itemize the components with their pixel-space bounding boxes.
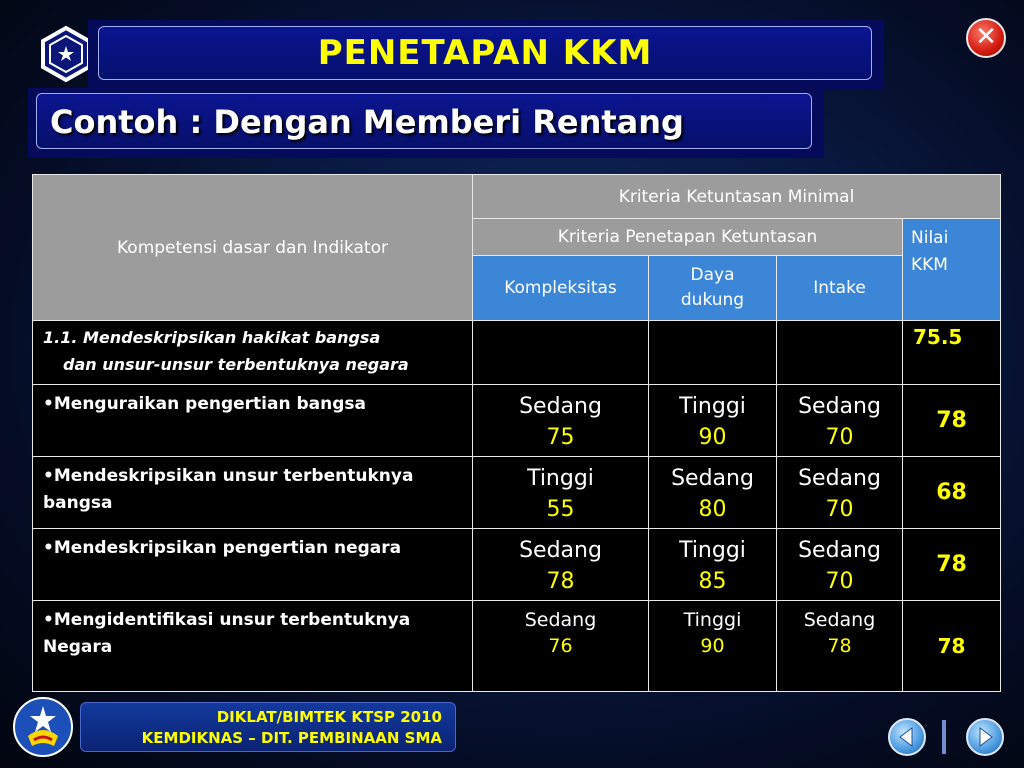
level-label: Sedang — [524, 609, 597, 631]
next-button[interactable] — [966, 718, 1004, 756]
level-label: Tinggi — [679, 538, 746, 563]
kompleksitas-cell — [473, 385, 649, 457]
kd-kompleksitas — [473, 321, 649, 385]
previous-button[interactable] — [888, 718, 926, 756]
score-value: 90 — [700, 635, 725, 657]
level-label: Tinggi — [683, 609, 742, 631]
level-label: Sedang — [798, 466, 881, 491]
kd-intake — [777, 321, 903, 385]
score-value: 80 — [698, 497, 727, 522]
level-label: Sedang — [519, 538, 602, 563]
indikator-cell: •Mendeskripsikan pengertian negara — [33, 529, 473, 601]
header-daya-dukung — [649, 256, 777, 321]
level-label: Tinggi — [527, 466, 594, 491]
kd-nilai: 75.5 — [903, 321, 1001, 385]
header-kompetensi: Kompetensi dasar dan Indikator — [33, 175, 473, 321]
header-kkm-group: Kriteria Ketuntasan Minimal — [473, 175, 1001, 219]
daya-dukung-cell — [649, 529, 777, 601]
kd-daya-dukung — [649, 321, 777, 385]
nilai-kkm-cell: 68 — [903, 457, 1001, 529]
kd-line2: dan unsur-unsur terbentuknya negara — [63, 355, 409, 374]
level-label: Sedang — [803, 609, 876, 631]
nilai-kkm-cell: 78 — [903, 601, 1001, 692]
level-label: Sedang — [798, 394, 881, 419]
kompleksitas-cell — [473, 601, 649, 692]
table-row — [33, 385, 1001, 457]
footer-line2: KEMDIKNAS – DIT. PEMBINAAN SMA — [141, 729, 442, 747]
daya-dukung-cell — [649, 601, 777, 692]
table-row — [33, 601, 1001, 692]
indikator-cell: •Mendeskripsikan unsur terbentuknya bangsa — [33, 457, 473, 529]
intake-cell — [777, 529, 903, 601]
level-label: Sedang — [519, 394, 602, 419]
nilai-kkm-cell: 78 — [903, 529, 1001, 601]
tut-wuri-handayani-logo-icon — [10, 694, 76, 758]
arrow-left-icon — [890, 720, 924, 754]
header-nilai-kkm — [903, 219, 1001, 321]
intake-cell — [777, 457, 903, 529]
nav-separator — [942, 720, 946, 754]
level-label: Sedang — [671, 466, 754, 491]
kd-row — [33, 321, 1001, 385]
header-daya-dukung-label: Daya dukung — [680, 265, 745, 310]
nilai-kkm-cell: 78 — [903, 385, 1001, 457]
daya-dukung-cell — [649, 457, 777, 529]
kkm-table — [32, 174, 1001, 692]
score-value: 55 — [546, 497, 575, 522]
kompleksitas-cell — [473, 457, 649, 529]
score-value: 76 — [548, 635, 573, 657]
arrow-right-icon — [968, 720, 1002, 754]
score-value: 75 — [546, 425, 575, 450]
header-kompleksitas: Kompleksitas — [473, 256, 649, 321]
close-button[interactable] — [966, 18, 1006, 58]
indikator-cell: •Mengidentifikasi unsur terbentuknya Negara — [33, 601, 473, 692]
table-row — [33, 529, 1001, 601]
indikator-cell: •Menguraikan pengertian bangsa — [33, 385, 473, 457]
intake-cell — [777, 601, 903, 692]
score-value: 90 — [698, 425, 727, 450]
score-value: 70 — [825, 497, 854, 522]
close-icon: ✕ — [975, 22, 997, 52]
page-title: PENETAPAN KKM — [317, 33, 653, 73]
score-value: 85 — [698, 569, 727, 594]
hexagon-star-logo-icon — [40, 26, 92, 82]
score-value: 78 — [827, 635, 852, 657]
daya-dukung-cell — [649, 385, 777, 457]
header-nilai-kkm-label: Nilai KKM — [911, 228, 949, 275]
intake-cell — [777, 385, 903, 457]
kd-cell — [33, 321, 473, 385]
level-label: Sedang — [798, 538, 881, 563]
footer-line1: DIKLAT/BIMTEK KTSP 2010 — [216, 708, 442, 726]
score-value: 70 — [825, 569, 854, 594]
header-kriteria-group: Kriteria Penetapan Ketuntasan — [473, 219, 903, 256]
header-intake: Intake — [777, 256, 903, 321]
table-row — [33, 457, 1001, 529]
kd-line1: 1.1. Mendeskripsikan hakikat bangsa — [43, 328, 381, 347]
level-label: Tinggi — [679, 394, 746, 419]
kompleksitas-cell — [473, 529, 649, 601]
score-value: 70 — [825, 425, 854, 450]
page-subtitle: Contoh : Dengan Memberi Rentang — [50, 103, 684, 141]
score-value: 78 — [546, 569, 575, 594]
